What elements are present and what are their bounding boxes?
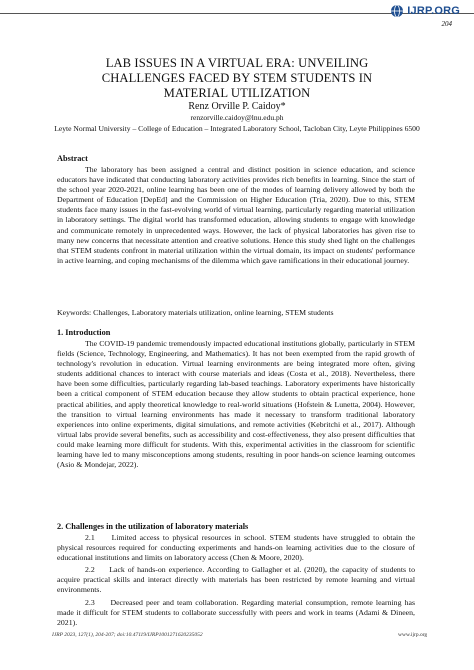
author-name: Renz Orville P. Caidoy* xyxy=(188,101,286,112)
section2-item-3 xyxy=(57,598,415,628)
section2-body xyxy=(57,533,415,628)
journal-logo xyxy=(390,4,460,18)
globe-icon xyxy=(390,4,404,18)
abstract-text: The laboratory has been assigned a central and distinct position in science education, and science educators have indicated that conducting laboratory activities provides rich benefits in learning. Since the start of the school year 2020-2021, online learning has been one of the modes of learning delivery allowed by both the Department of Education [DepEd] and the Commission on Higher Education (Tria, 2020). Due to this, STEM students face many issues in the fast-evolving world of virtual learning, particularly regarding material utilization in laboratory settings. The digital world has transformed education, allowing students to engage with knowledge and communicate remotely in unprecedented ways. However, the lack of physical laboratories has given rise to many new concerns that necessitate attention and creative solutions. Hence this study shed light on the challenges that STEM students confront in material utilization within the virtual domain, its impact on students' performance in active learning, and coping mechanisms of the dilemma which gave ramifications in their educational journey. xyxy=(57,165,415,265)
paper-title xyxy=(40,56,434,101)
item-text: Decreased peer and team collaboration. Regarding material consumption, remote learning has made it difficult for STEM students to collaborate successfully with peers and work in teams (Adami & Dineen, 2021). xyxy=(57,597,416,627)
intro-body xyxy=(57,339,415,470)
footer-citation: IJRP 2023, 127(1), 204-207; doi:10.47119/IJRP1001271620235052 xyxy=(52,632,203,638)
keywords: Keywords: Challenges, Laboratory materials utilization, online learning, STEM students xyxy=(57,308,334,317)
section2-item-2 xyxy=(57,565,415,595)
author-affiliation: Leyte Normal University – College of Education – Integrated Laboratory School, Tacloban City, Leyte Philippines 6500 xyxy=(54,124,420,133)
intro-text: The COVID-19 pandemic tremendously impacted educational institutions globally, particularly in STEM fields (Science, Technology, Engineering, and Mathematics). It has not been exempted from the rapid growth of technology's revolution in education. Virtual learning environments are being integrated more often, giving students additional chances to interact with course materials and ideas (Costa et al., 2018). Nevertheless, there have been some difficulties, particularly regarding lab-based teachings. Laboratory experiments have historically been a critical component of STEM education because they allow students to obtain practical experience, hone practical abilities, and apply theoretical knowledge to real-world situations (Hofstein & Lunetta, 2004). However, the transition to virtual learning environments has made it necessary to transform traditional laboratory experiences into online experiments, digital simulations, and remote activities (Kebritchi et al., 2017). Although virtual labs provide several benefits, such as accessibility and cost-effectiveness, they also present difficulties that could make learning more difficult for students. With this, experimental activities in the classroom for scientific learning have led to many misconceptions among students, resulting in poor hands-on science learning outcomes (Asio & Mondejar, 2022). xyxy=(57,339,415,470)
item-number: 2.1 xyxy=(85,533,95,542)
title-line: LAB ISSUES IN A VIRTUAL ERA: UNVEILING xyxy=(105,56,369,70)
author-email: renzorville.caidoy@lnu.edu.ph xyxy=(190,113,284,122)
section2-heading: 2. Challenges in the utilization of laboratory materials xyxy=(57,522,249,531)
abstract-heading: Abstract xyxy=(57,154,88,163)
intro-heading: 1. Introduction xyxy=(57,328,111,337)
item-number: 2.3 xyxy=(85,597,95,607)
item-number: 2.2 xyxy=(85,565,95,575)
item-text: Lack of hands-on experience. According to Gallagher et al. (2020), the capacity of students to acquire practical skills and interact directly with materials has been restricted by remote learning and virtual environments. xyxy=(57,565,415,595)
item-text: Limited access to physical resources in school. STEM students have struggled to obtain the physical resources required for conducting experiments and hands-on learning activities due to the closure of educational institutions and limits on laboratory access (Chen & Moore, 2020). xyxy=(57,533,415,563)
title-line: CHALLENGES FACED BY STEM STUDENTS IN xyxy=(101,71,373,85)
abstract-body xyxy=(57,165,415,266)
page-number: 204 xyxy=(441,20,452,28)
section2-item-1 xyxy=(57,533,415,563)
logo-text: IJRP.ORG xyxy=(407,5,460,17)
footer-url[interactable]: www.ijrp.org xyxy=(398,632,428,638)
title-line: MATERIAL UTILIZATION xyxy=(163,86,311,100)
